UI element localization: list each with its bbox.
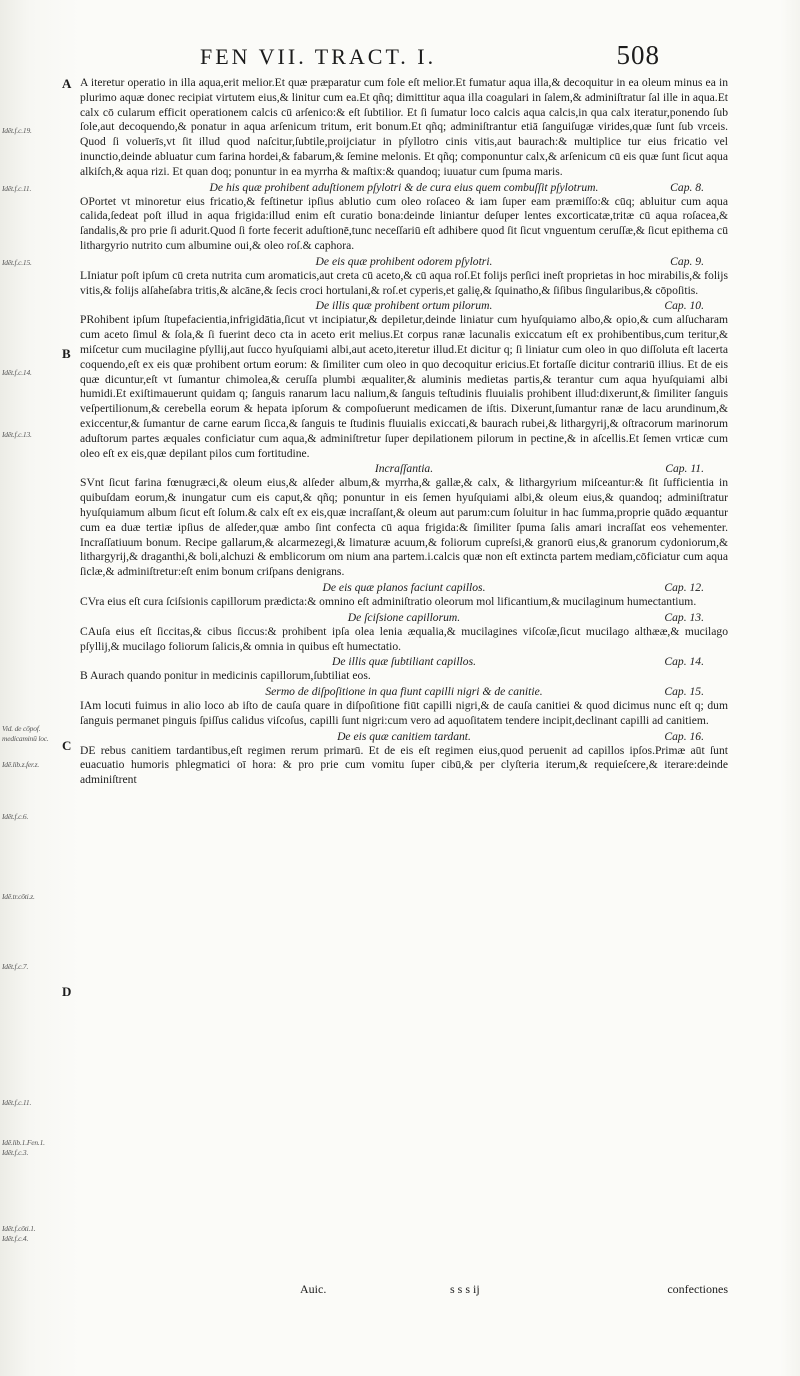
chapter-heading-13 (80, 610, 728, 625)
margin-gloss: Idē.tr.cōti.z. (2, 892, 35, 901)
chapter-heading-12 (80, 580, 728, 595)
chapter-number-16: Cap. 16. (664, 729, 704, 743)
chapter-text-13: CAuſa eius eſt ſiccitas,& cibus ſiccus:& prohibent ipſa olea lenia æqualia,& mucilagines viſcoſæ,ſicut mucilago althææ,& mucilago pſyllij,& mucilago foliorum ſalicis,& omnia in quibus eſt humectatio. (80, 624, 728, 653)
chapter-number-8: Cap. 8. (670, 180, 704, 194)
margin-gloss: Idēt.f.c.14. (2, 368, 32, 377)
margin-gloss: Idēt.f.c.11. (2, 1098, 32, 1107)
chapter-text-15: IAm locuti fuimus in alio loco ab iſto de cauſa quare in diſpoſitione fiūt capilli nigri,& de cauſa canitiei & quod dicimus nunc eſt q; dum ſanguis permanet pinguis ſpiſſus calidus viſcoſus, capilli ſunt nigri:cum vero ad aquoſitatem tendere incipit,declinant capilli ad canitiem. (80, 699, 728, 727)
margin-letter-c: C (62, 738, 72, 753)
margin-gloss: Idēt.f.c.3. (2, 1148, 29, 1157)
chapter-title-14: De illis quæ ſubtiliant capillos. (332, 655, 476, 669)
margin-letter-d: D (62, 984, 72, 999)
chapter-title-9: De eis quæ prohibent odorem pſylotri. (315, 254, 493, 268)
chapter-heading-8 (80, 180, 728, 195)
chapter-text-14: B Aurach quando ponitur in medicinis capillorum,ſubtiliat eos. (80, 669, 371, 683)
chapter-text-10: PRohibent ipſum ſtupefacientia,infrigidātia,ſicut vt incipiatur,& depiletur,deinde liniatur cum hyuſquiamo albo,& opio,& cum alſucharam cum aceto ſimul & ſola,& ſi fuerint deco cta in aceto erit melius.Et corpus ranæ lacunalis exiccatum eſt ex prohibentibus,cum teritur,& miſcetur cum mucilagine pſyllij,aut ſucco hyuſquiami albi,aut aceto,iteretur illud.Et dicitur q; ſi liniatur cum oleo in quo diſſoluta eſt lacerta coquendo,eſt ex eis quæ prohibent ortum eorum: & ſimiliter cum oleo in quo decoquitur ericius.Et fortaſſe dicitur contrariū illius. Et de eis quæ dicuntur,eſt vt ſumantur chimolea,& ceruſſa plumbi æqualiter,& aluminis medietas partis,& terantur cum aqua hyuſquiami albi humidi.Et exiſtimauerunt quidam q; ſanguis ranarum lacu nalium,& ſanguis teſtudinis fluuialis prohibent illud:dixerunt,& ſimiliter ſanguis veſpertilionum,& cerebella eorum & hepata ipſorum & compoſuerunt medicamen de iſtis. Dixerunt,ſumantur ranæ de lacu arundinum,& exiccentur,& ſumantur de carne earum ſicca,& ſanguis te ſtudinis fluuialis exiccati,& baurach rubei,& lithargyrij,& oſtracorum marinorum aduſtorum partes æquales conficiatur cum aqua,& adminiſtretur ſuper depilationem pilorum in pectine,& in aſcellis.Et ſemen vrticæ cum oleo eſt ex eis,quæ depilant pilos cum fortitudine. (80, 313, 728, 460)
margin-gloss: Idēt.f.c.15. (2, 258, 32, 267)
margin-gloss: Idē.lib.z.fer.z. (2, 760, 40, 769)
margin-letter-b: B (62, 346, 71, 361)
chapter-number-11: Cap. 11. (665, 462, 704, 476)
chapter-title-11: Incraſſantia. (374, 462, 434, 476)
intro-paragraph: A iteretur operatio in illa aqua,erit melior.Et quæ præparatur cum fole eſt melior.Et fumatur aqua illa,& decoquitur in ea oleum minus ea in plurimo aquæ donec recipiat virtutem eius,& linitur cum ea.Et qñq; dimittitur aqua illa coagulari in ſalem,& adminiſtratur ſal ille in aqua.Et calx cō cularum efficit operationem calcis cū arſenico:& eſt ſubtilior. Et ſi ſumatur loco calcis aqua calcis,in qua calx iteratur,ponendo ſub ſole,aut decoquendo,& ponatur in aqua arſenicum tritum, erit bonum.Et qñq; adminiſtrantur etiā ſanguiſugæ virides,quæ ſunt ſub vrceis. Quod ſi voluerīs,vt ſit illud quod naſcitur,ſubtile,proijciatur in pſyllotro cinis vitis,aut baurach:& multiplice tur eius fricatio vel inunctio,deinde abluatur cum farina hordei,& fabarum,& ſemine melonis. Et qñq; componuntur calx,& arſenicum cū eis quæ ſunt ſicut aqua alkiſch,& aqua rizi. Et quan doq; ponuntur in ea myrrha & maſtix:& quandoq; iuuatur cum ſpuma maris. (80, 76, 728, 178)
margin-gloss: Idēt.f.c.11. (2, 184, 32, 193)
chapter-text-11: SVnt ſicut farina fœnugræci,& oleum eius,& alſeder album,& myrrha,& gallæ,& calx, & lithargyrium miſceantur:& ſit ſufficientia in quibuſdam eorum,& inungatur cum eis caput,& qñq; ponuntur in eis ſemen hyuſquiami albi,& oleum eius,& quandoq; adminiſtratur hyuſquiamum album ſicut eſt ſolum.& calx eſt ex eis,quæ incraſſant,& oleum aut parum:cum ſoluitur in hac ſumma,proprie quādo æquantur cum ea duæ tertiæ ipſius de alſeder,quæ ambo ſint confecta cū aqua frigida:& ſimiliter ſpuma ſalis amari incraſſat eos vehementer. Incraſſatiuum bonum. Recipe gallarum,& alcarmezegi,& limaturæ acuum,& foliorum cupreſsi,& granorū eius,& granorum cydoniorum,& lithargyrij,& draganthi,& boli,alchuzi & emblicorum om nium ana partem.i.calcis quæ non eſt extincta partem mediam,cōficiatur cum aqua ſiclæ,& adminiſtretur:eſt enim bonum criſpans denigrans. (80, 476, 728, 579)
chapter-number-13: Cap. 13. (664, 610, 704, 624)
running-head-title: FEN VII. TRACT. I. (200, 44, 437, 69)
main-text (80, 76, 728, 788)
margin-gloss: Idēt.f.c.7. (2, 962, 29, 971)
running-head (200, 40, 660, 76)
chapter-heading-11 (80, 461, 728, 476)
chapter-heading-14 (80, 654, 728, 669)
chapter-title-10: De illis quæ prohibent ortum pilorum. (315, 299, 493, 313)
signature-mark: s s s ij (450, 1282, 480, 1296)
folio-number: 508 (616, 40, 660, 70)
chapter-title-8: De his quæ prohibent aduſtionem pſylotri & de cura eius quem combuſſit pſylotrum. (209, 180, 599, 194)
chapter-number-10: Cap. 10. (664, 299, 704, 313)
margin-gloss: Idēt.f.c.13. (2, 430, 32, 439)
margin-letter-a: A (62, 76, 72, 91)
chapter-text-12: CVra eius eſt cura ſciſsionis capillorum prædicta:& omnino eſt adminiſtratio oleorum mol lificantium,& mucilaginum humectantium. (80, 594, 697, 608)
margin-gloss: Idēt.f.c.6. (2, 812, 29, 821)
margin-gloss: Idēt.f.c.19. (2, 126, 32, 135)
catchword: confectiones (667, 1282, 728, 1296)
chapter-number-9: Cap. 9. (670, 254, 704, 268)
chapter-text-9: LIniatur poſt ipſum cū creta nutrita cum aromaticis,aut creta cū aceto,& cū aqua roſ.Et folijs perſici ineſt proprietas in hoc mirabilis,& folijs vitis,& folijs alſaheſabra tritis,& alcāne,& ſecis croci hortulani,& roſ.et cyperis,et galię,& ſquinatho,& ſiſibus ſingularibus,& cōpoſitis. (80, 268, 728, 297)
chapter-heading-16 (80, 729, 728, 744)
chapter-title-16: De eis quæ canitiem tardant. (337, 729, 471, 743)
chapter-number-14: Cap. 14. (664, 655, 704, 669)
margin-gloss: Idēt.f.c.4. (2, 1234, 29, 1243)
chapter-heading-9 (80, 254, 728, 269)
chapter-number-12: Cap. 12. (664, 580, 704, 594)
catch-line (300, 1282, 728, 1298)
chapter-text-8: OPortet vt minoretur eius fricatio,& feſtinetur ipſius ablutio cum oleo roſaceo & iam ſuper eam præmiſſo:& cūq; abluitur cum aqua calida,ſedeat poſt illud in aqua frigida:illud enim eſt curatio bona:deinde liniantur deſuper lentes excorticatæ,tritæ cū aqua roſacea,& ſandalis,& pro prie ſi adurit.Quod ſi forte fecerit aduſtionē,tunc neceſſariū eſt adhibere quod ſit ſicut vnguentum ceruſſæ,& ſicut epithema cū lithargyrio nutrito cum albumine oui,& oleo roſ.& caphora. (80, 194, 728, 252)
margin-gloss: Vid. de cōpof. (2, 724, 41, 733)
chapter-title-13: De ſciſsione capillorum. (347, 610, 461, 624)
catchline-word: Auic. (300, 1282, 327, 1296)
chapter-heading-15 (80, 684, 728, 699)
chapter-title-15: Sermo de diſpoſitione in qua fiunt capilli nigri & de canitie. (265, 685, 543, 699)
margin-gloss: medicaminū loc. (2, 734, 49, 743)
margin-gloss: Idē.lib.1.Fen.1. (2, 1138, 45, 1147)
margin-gloss: Idēt.f.cōti.1. (2, 1224, 36, 1233)
chapter-number-15: Cap. 15. (664, 685, 704, 699)
chapter-heading-10 (80, 298, 728, 313)
chapter-text-16: DE rebus canitiem tardantibus,eſt regimen rerum primarū. Et de eis eſt regimen eius,quod peruenit ad capillos ipſos.Primæ aūt ſunt euacuatio humoris phlegmatici oī hora: & pro prie cum vomitu ſuper cibū,& per clyſteria iterum,& requieſcere,& iterare:deinde adminiſtrent (80, 743, 728, 787)
chapter-title-12: De eis quæ planos faciunt capillos. (322, 580, 486, 594)
